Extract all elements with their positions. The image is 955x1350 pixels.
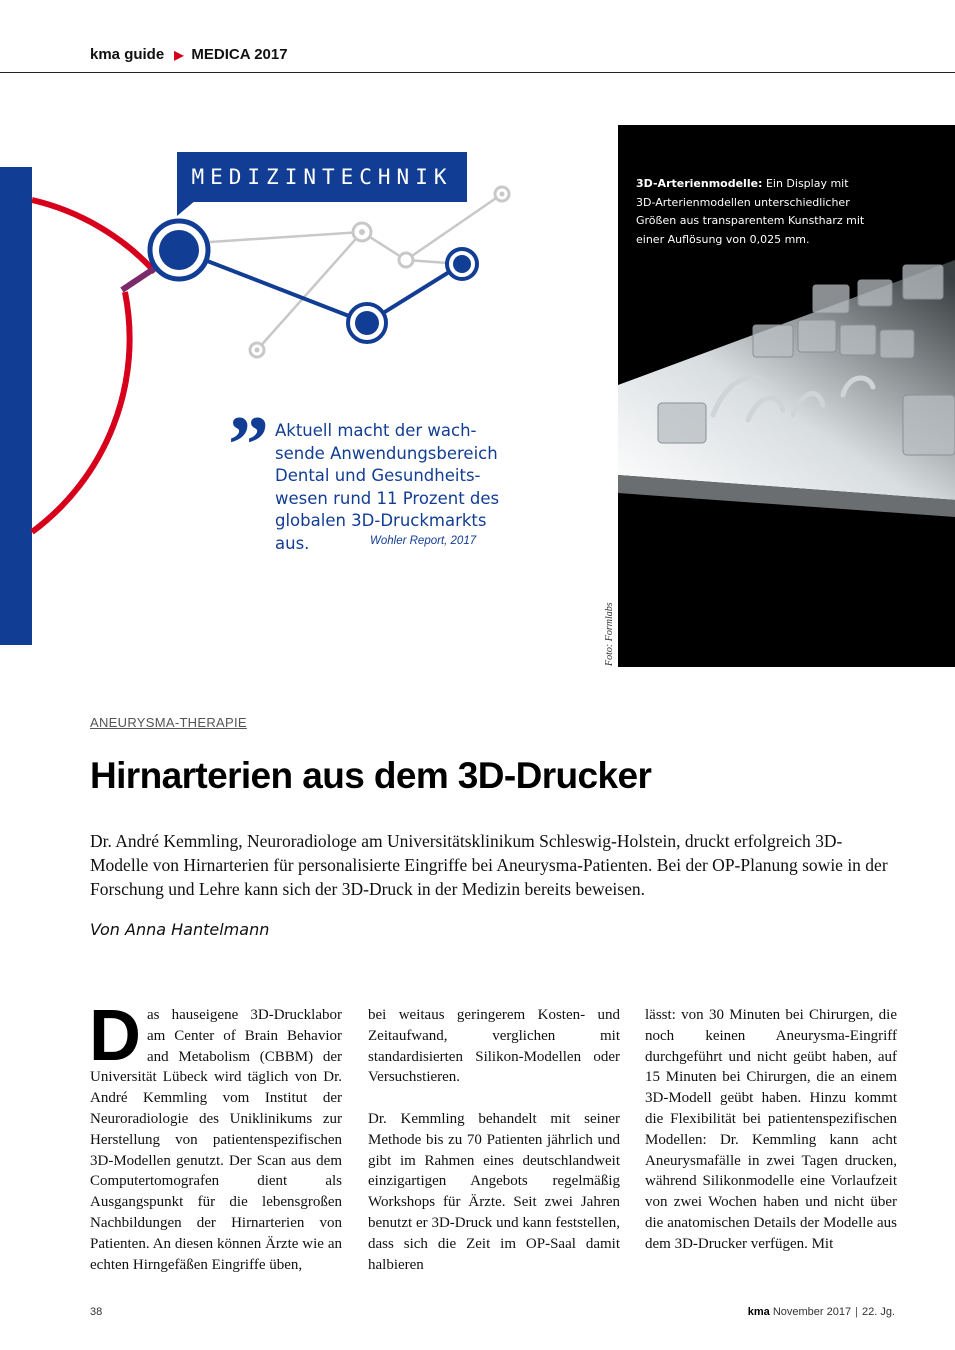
footer-info [748, 1306, 895, 1318]
article-byline: Von Anna Hantelmann [90, 920, 270, 939]
kicker-pointer [177, 200, 196, 216]
photo-3d-arterial-models [618, 125, 955, 667]
header-section: MEDICA 2017 [191, 46, 288, 63]
body-paragraph [89, 996, 342, 1275]
blue-node-large-core [159, 230, 199, 270]
photo-credit: Foto: Formlabs [604, 602, 615, 666]
kicker-label: MEDIZINTECHNIK [177, 152, 467, 202]
article-title: Hirnarterien aus dem 3D-Drucker [90, 755, 652, 796]
quote-source: Wohler Report, 2017 [370, 535, 477, 547]
grey-node [399, 253, 413, 267]
body-paragraph: bei weitaus geringerem Kosten- und Zeitaufwand, verglichen mit standardisierten Silikon-Modellen oder Versuchstieren. [368, 1007, 620, 1086]
grey-line-lower [257, 232, 362, 350]
grey-node-dot [500, 192, 505, 197]
photo-caption [636, 175, 871, 249]
caption-text: Ein Display mit 3D-Arterienmodellen unterschiedlicher Größen aus transparentem Kunstharz mit einer Auflösung von 0,025 mm. [636, 177, 865, 246]
header-brand: kma guide [90, 46, 165, 63]
body-column-2 [368, 1005, 620, 1275]
page-number: 38 [90, 1306, 103, 1318]
play-triangle-icon: ▶ [174, 47, 184, 62]
blue-node-small-core [453, 255, 471, 273]
arc-joint [122, 268, 155, 290]
red-arc-bottom [32, 292, 130, 532]
footer-separator: | [855, 1306, 858, 1318]
drop-cap: D [89, 996, 141, 1076]
body-column-1 [89, 996, 342, 1275]
footer-brand: kma [747, 1306, 770, 1318]
article-rubric: ANEURYSMA-THERAPIE [90, 715, 247, 730]
page-header [90, 46, 288, 63]
footer-volume: 22. Jg. [861, 1306, 895, 1318]
quote-mark-icon: ” [228, 399, 269, 490]
body-text: as hauseigene 3D-Drucklabor am Center of Brain Behavior and Metabolism (CBBM) der Universität Lübeck wird täglich von Dr. André Kemmling vom Institut der Neuroradiologie des Uniklinikums zur Herstellung von patientenspezifischen 3D-Modellen genutzt. Der Scan aus dem Computertomografen dient als Ausgangspunkt für die lebensgroßen Nachbildungen der Hirnarterien von Patienten. An diesen können Ärzte wie an echten Hirngefäßen Eingriffe üben, [90, 1007, 342, 1273]
caption-title: 3D-Arterienmodelle: [636, 177, 763, 190]
body-paragraph: lässt: von 30 Minuten bei Chirurgen, die noch keinen Aneurysma-Eingriff durchgeführt und nicht geübt haben, auf 15 Minuten bei Chirurgen, die an einem 3D-Modell geübt haben. Hinzu kommt die Flexibilität bei patientenspezifischen Modellen: Dr. Kemmling kann acht Aneurysmafälle in zwei Tagen drucken, während Silikonmodelle eine Vorlaufzeit von zwei Wochen haben und nicht über die anatomischen Details der Modelle aus dem 3D-Drucker verfügen. Mit [645, 1007, 897, 1252]
footer-date: November 2017 [772, 1306, 852, 1318]
body-paragraph: Dr. Kemmling behandelt mit seiner Methode bis zu 70 Patienten jährlich und gibt im Rahmen eines deutschlandweit einzigartigen Angebots regelmäßig Workshops für Ärzte. Seit zwei Jahren benutzt er 3D-Druck und kann feststellen, dass sich die Zeit im OP-Saal damit halbieren [368, 1110, 620, 1273]
blue-node-medium-core [355, 311, 379, 335]
red-arc-top [32, 200, 155, 272]
header-rule [0, 72, 955, 73]
article-lead: Dr. André Kemmling, Neuroradiologe am Universitätsklinikum Schleswig-Holstein, druckt erfolgreich 3D-Modelle von Hirnarterien für personalisierte Eingriffe bei Aneurysma-Patienten. Bei der OP-Planung sowie in der Forschung und Lehre kann sich der 3D-Druck in der Medizin bereits beweisen. [90, 831, 888, 900]
body-column-3 [645, 1005, 897, 1255]
grey-node-dot [255, 348, 260, 353]
pull-quote: Aktuell macht der wach-sende Anwendungsbereich Dental und Gesundheits-wesen rund 11 Prozent des globalen 3D-Druckmarkts aus. [275, 421, 500, 553]
grey-node-dot [359, 229, 365, 235]
